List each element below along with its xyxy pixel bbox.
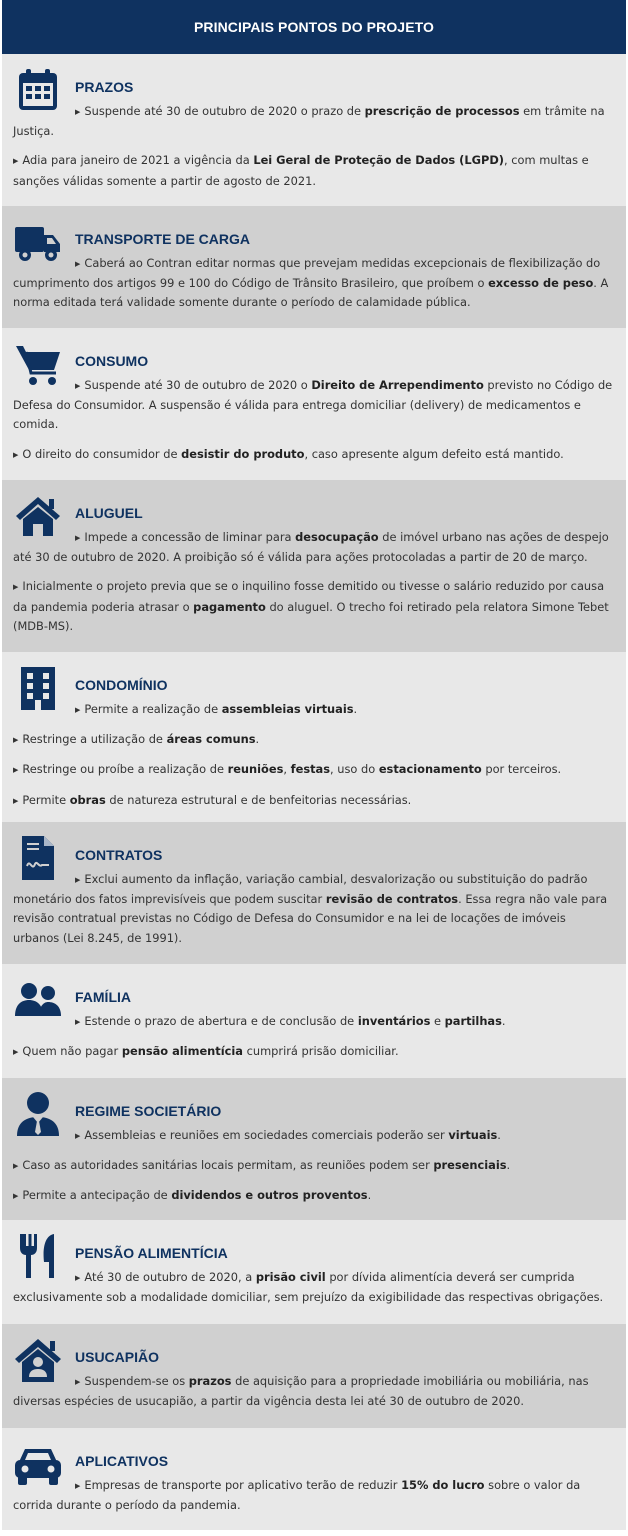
text: Adia para janeiro de 2021 a vigência da bbox=[22, 153, 254, 168]
section-body bbox=[13, 700, 614, 821]
bullet-arrow-icon: ▶ bbox=[13, 1192, 19, 1201]
bullet-arrow-icon: ▶ bbox=[13, 796, 19, 805]
bullet-arrow-icon: ▶ bbox=[75, 108, 81, 116]
text: Restringe a utilização de bbox=[22, 732, 167, 747]
text: Impede a concessão de liminar para bbox=[84, 530, 296, 544]
bold-text: inventários bbox=[357, 1014, 431, 1028]
bullet-paragraph bbox=[13, 791, 614, 811]
bullet-paragraph bbox=[13, 700, 614, 720]
text: Caberá ao Contran editar normas que prevejam medidas excepcionais de flexibilização do cumprimento dos artigos 99 e 100 do Código de Trânsito Brasileiro, que proíbem o bbox=[13, 256, 601, 291]
text: previsto no Código de Defesa do Consumidor. A suspensão é válida para entrega domiciliar (delivery) de medicamentos e comida. bbox=[13, 378, 613, 432]
text: cumprirá prisão domiciliar. bbox=[242, 1044, 399, 1059]
section-title: TRANSPORTE DE CARGA bbox=[75, 231, 251, 247]
section-title: APLICATIVOS bbox=[75, 1453, 169, 1469]
text: Permite bbox=[22, 792, 70, 807]
text: , uso do bbox=[330, 762, 379, 777]
bold-text: reuniões bbox=[227, 762, 284, 777]
text: , caso apresente algum defeito está mantido. bbox=[304, 446, 564, 461]
bullet-arrow-icon: ▶ bbox=[13, 450, 19, 459]
bullet-paragraph bbox=[13, 1372, 614, 1411]
section-title: ALUGUEL bbox=[75, 505, 143, 521]
text: em trâmite na Justiça. bbox=[13, 104, 605, 139]
section-2 bbox=[2, 206, 626, 328]
bullet-arrow-icon: ▶ bbox=[13, 766, 19, 775]
section-title: CONSUMO bbox=[75, 353, 149, 369]
text: . bbox=[255, 732, 260, 747]
text: , com multas e sanções válidas somente a partir de agosto de 2021. bbox=[13, 153, 589, 188]
text: Suspende até 30 de outubro de 2020 o prazo de bbox=[84, 104, 365, 118]
text: Até 30 de outubro de 2020, a bbox=[84, 1270, 256, 1284]
section-body bbox=[13, 1268, 614, 1317]
text: por dívida alimentícia deverá ser cumprida exclusivamente sob a modalidade domiciliar, sem prejuízo da exigibilidade das respectivas obrigações. bbox=[13, 1270, 604, 1305]
bold-text: prescrição de processos bbox=[364, 104, 520, 118]
bullet-paragraph bbox=[13, 760, 614, 780]
section-6 bbox=[2, 822, 626, 964]
text: Restringe ou proíbe a realização de bbox=[22, 762, 228, 777]
bullet-arrow-icon: ▶ bbox=[75, 1378, 81, 1386]
bold-text: desocupação bbox=[295, 530, 379, 544]
text: e bbox=[430, 1014, 445, 1028]
bold-text: obras bbox=[69, 792, 106, 807]
text: . bbox=[367, 1188, 372, 1203]
header-title: PRINCIPAIS PONTOS DO PROJETO bbox=[2, 0, 626, 54]
text: sobre o valor da corrida durante o período da pandemia. bbox=[13, 1478, 581, 1513]
bold-text: assembleias virtuais bbox=[221, 702, 354, 716]
text: Permite a antecipação de bbox=[22, 1188, 172, 1203]
bullet-arrow-icon: ▶ bbox=[13, 157, 19, 166]
text: . bbox=[506, 1158, 511, 1173]
section-title: PENSÃO ALIMENTÍCIA bbox=[75, 1245, 228, 1261]
text: . bbox=[501, 1014, 506, 1028]
text: Caso as autoridades sanitárias locais permitam, as reuniões podem ser bbox=[22, 1158, 434, 1173]
text: de imóvel urbano nas ações de despejo até 30 de outubro de 2020. A proibição só é válida para ações protocoladas a partir de 20 de março. bbox=[13, 530, 609, 565]
bold-text: pagamento bbox=[193, 599, 266, 614]
section-9 bbox=[2, 1220, 626, 1324]
bold-text: Lei Geral de Proteção de Dados (LGPD) bbox=[253, 153, 504, 168]
bullet-paragraph bbox=[13, 528, 614, 567]
bold-text: prazos bbox=[188, 1374, 232, 1388]
bold-text: prisão civil bbox=[255, 1270, 326, 1284]
text: , bbox=[283, 762, 291, 777]
bold-text: Direito de Arrependimento bbox=[311, 378, 484, 392]
bold-text: partilhas bbox=[444, 1014, 502, 1028]
section-body bbox=[13, 254, 614, 323]
section-11 bbox=[2, 1428, 626, 1530]
bullet-arrow-icon: ▶ bbox=[75, 706, 81, 714]
section-8 bbox=[2, 1078, 626, 1220]
bold-text: áreas comuns bbox=[166, 732, 256, 747]
bold-text: estacionamento bbox=[378, 762, 482, 777]
bullet-paragraph bbox=[13, 1268, 614, 1307]
text: Permite a realização de bbox=[84, 702, 222, 716]
section-body bbox=[13, 102, 614, 201]
bullet-paragraph bbox=[13, 577, 614, 636]
bold-text: revisão de contratos bbox=[325, 892, 459, 907]
text: . bbox=[497, 1128, 501, 1142]
section-title: FAMÍLIA bbox=[75, 989, 131, 1005]
section-body bbox=[13, 1476, 614, 1525]
section-3 bbox=[2, 328, 626, 480]
bold-text: virtuais bbox=[448, 1128, 498, 1142]
bullet-paragraph bbox=[13, 445, 614, 465]
text: de aquisição para a propriedade imobiliária ou mobiliária, nas diversas espécies de usucapião, a partir da vigência desta lei até 30 de outubro de 2020. bbox=[13, 1374, 589, 1409]
bullet-paragraph bbox=[13, 1012, 614, 1032]
section-body bbox=[13, 528, 614, 646]
section-title: USUCAPIÃO bbox=[75, 1349, 160, 1365]
bullet-paragraph bbox=[13, 1186, 614, 1206]
text: por terceiros. bbox=[481, 762, 562, 777]
bullet-paragraph bbox=[13, 376, 614, 435]
bullet-paragraph bbox=[13, 151, 614, 190]
bullet-paragraph bbox=[13, 102, 614, 141]
section-7 bbox=[2, 964, 626, 1078]
section-4 bbox=[2, 480, 626, 652]
text: Empresas de transporte por aplicativo terão de reduzir bbox=[84, 1478, 402, 1492]
section-title: CONTRATOS bbox=[75, 847, 163, 863]
bullet-arrow-icon: ▶ bbox=[75, 1482, 81, 1490]
section-1 bbox=[2, 54, 626, 206]
section-body bbox=[13, 1372, 614, 1421]
section-body bbox=[13, 1012, 614, 1072]
section-body bbox=[13, 376, 614, 475]
bullet-arrow-icon: ▶ bbox=[13, 1048, 19, 1057]
text: . A norma editada terá validade somente durante o período de calamidade pública. bbox=[13, 276, 609, 310]
bullet-paragraph bbox=[13, 254, 614, 313]
text: Inicialmente o projeto previa que se o inquilino fosse demitido ou tivesse o salário reduzido por causa da pandemia poderia atrasar o bbox=[13, 579, 605, 614]
text: Quem não pagar bbox=[22, 1044, 122, 1059]
bold-text: presenciais bbox=[433, 1158, 507, 1173]
text: Estende o prazo de abertura e de conclusão de bbox=[84, 1014, 358, 1028]
bullet-arrow-icon: ▶ bbox=[75, 1132, 81, 1140]
text: . Essa regra não vale para revisão contratual previstas no Código de Defesa do Consumidor e na lei de locações de imóveis urbanos (Lei 8.245, de 1991). bbox=[13, 892, 608, 945]
bullet-arrow-icon: ▶ bbox=[13, 736, 19, 745]
section-body bbox=[13, 870, 614, 958]
bullet-paragraph bbox=[13, 1476, 614, 1515]
bold-text: 15% do lucro bbox=[401, 1478, 485, 1492]
bullet-arrow-icon: ▶ bbox=[13, 1162, 19, 1171]
bullet-paragraph bbox=[13, 870, 614, 948]
text: de natureza estrutural e de benfeitorias necessárias. bbox=[105, 792, 412, 807]
text: Suspendem-se os bbox=[84, 1374, 189, 1388]
bold-text: festas bbox=[290, 762, 331, 777]
section-title: PRAZOS bbox=[75, 79, 134, 95]
bullet-paragraph bbox=[13, 730, 614, 750]
text: do aluguel. O trecho foi retirado pela relatora Simone Tebet (MDB-MS). bbox=[13, 599, 609, 633]
bullet-paragraph bbox=[13, 1042, 614, 1062]
bullet-paragraph bbox=[13, 1126, 614, 1146]
text: Assembleias e reuniões em sociedades comerciais poderão ser bbox=[84, 1128, 449, 1142]
bullet-arrow-icon: ▶ bbox=[75, 876, 81, 884]
bullet-arrow-icon: ▶ bbox=[75, 1018, 81, 1026]
bullet-arrow-icon: ▶ bbox=[75, 260, 81, 268]
bullet-arrow-icon: ▶ bbox=[75, 382, 81, 390]
bullet-paragraph bbox=[13, 1156, 614, 1176]
bold-text: dividendos e outros proventos bbox=[171, 1188, 368, 1203]
bullet-arrow-icon: ▶ bbox=[75, 1274, 81, 1282]
text: Suspende até 30 de outubro de 2020 o bbox=[84, 378, 312, 392]
section-title: REGIME SOCIETÁRIO bbox=[75, 1103, 222, 1119]
section-title: CONDOMÍNIO bbox=[75, 677, 168, 693]
text: Exclui aumento da inflação, variação cambial, desvalorização ou substituição do padrão monetário dos fatos imprevisíveis que podem suscitar bbox=[13, 872, 588, 907]
section-10 bbox=[2, 1324, 626, 1428]
bullet-arrow-icon: ▶ bbox=[75, 534, 81, 542]
bold-text: desistir do produto bbox=[181, 446, 305, 461]
bold-text: pensão alimentícia bbox=[121, 1044, 243, 1059]
section-5 bbox=[2, 652, 626, 822]
bullet-arrow-icon: ▶ bbox=[13, 583, 19, 592]
text: . bbox=[353, 702, 358, 716]
text: O direito do consumidor de bbox=[22, 446, 182, 461]
bold-text: excesso de peso bbox=[488, 276, 594, 291]
section-body bbox=[13, 1126, 614, 1217]
